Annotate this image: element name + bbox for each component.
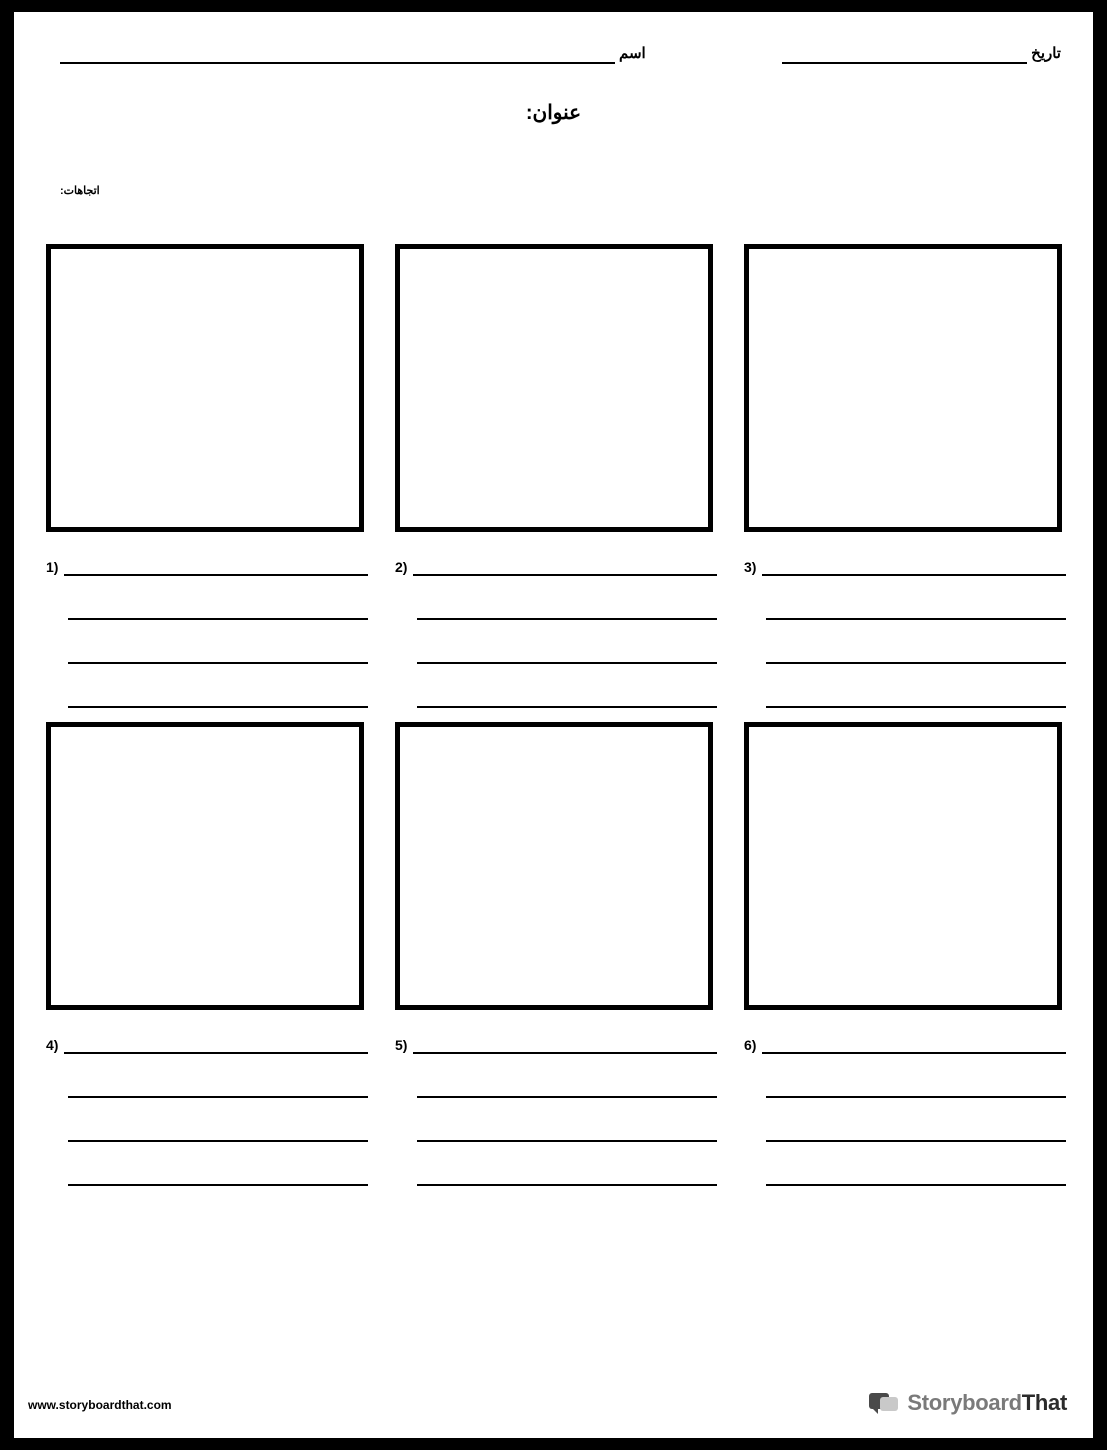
storyboard-cell [395,244,717,708]
write-line[interactable] [417,1164,717,1186]
answer-first-line[interactable] [46,1032,368,1054]
drawing-panel[interactable] [46,244,364,532]
drawing-panel[interactable] [744,244,1062,532]
name-input-line[interactable] [60,42,615,64]
panel-number: 1) [46,559,59,575]
answer-block [744,1032,1066,1186]
write-line[interactable] [417,598,717,620]
panel-number: 6) [744,1037,757,1053]
answer-block [395,1032,717,1186]
write-line[interactable] [413,1032,717,1054]
storyboard-cell [744,244,1066,708]
write-line[interactable] [64,554,368,576]
page-title: عنوان: [525,102,582,124]
storyboard-row [46,722,1066,1186]
write-line[interactable] [68,1164,368,1186]
answer-block [395,554,717,708]
write-line[interactable] [766,1120,1066,1142]
write-line[interactable] [417,1120,717,1142]
write-line[interactable] [68,686,368,708]
drawing-panel[interactable] [744,722,1062,1010]
storyboard-cell [744,722,1066,1186]
date-input-line[interactable] [782,42,1027,64]
write-line[interactable] [762,1032,1066,1054]
brand-name-second: That [1021,1390,1067,1415]
write-line[interactable] [64,1032,368,1054]
date-field[interactable] [782,42,1065,64]
write-line[interactable] [68,598,368,620]
brand-name [907,1390,1067,1416]
storyboard-cell [395,722,717,1186]
directions-label: اتجاهات: [60,185,100,197]
storyboard-row [46,244,1066,708]
answer-block [744,554,1066,708]
name-label: اسم [619,45,646,62]
answer-first-line[interactable] [744,554,1066,576]
write-line[interactable] [762,554,1066,576]
write-line[interactable] [766,686,1066,708]
drawing-panel[interactable] [395,244,713,532]
answer-first-line[interactable] [395,1032,717,1054]
write-line[interactable] [68,1076,368,1098]
storyboard-cell [46,244,368,708]
worksheet-page [14,12,1093,1438]
site-url[interactable]: www.storyboardthat.com [28,1398,172,1412]
storyboard-grid [46,244,1066,1200]
footer [14,1376,1093,1416]
name-field[interactable] [60,42,650,64]
answer-block [46,1032,368,1186]
write-line[interactable] [417,1076,717,1098]
speech-bubble-icon [869,1391,899,1415]
write-line[interactable] [766,1076,1066,1098]
panel-number: 2) [395,559,408,575]
panel-number: 3) [744,559,757,575]
panel-number: 5) [395,1037,408,1053]
drawing-panel[interactable] [46,722,364,1010]
answer-first-line[interactable] [395,554,717,576]
write-line[interactable] [68,1120,368,1142]
write-line[interactable] [766,598,1066,620]
answer-block [46,554,368,708]
answer-first-line[interactable] [744,1032,1066,1054]
write-line[interactable] [766,1164,1066,1186]
write-line[interactable] [417,642,717,664]
storyboard-cell [46,722,368,1186]
write-line[interactable] [417,686,717,708]
brand-logo[interactable] [869,1390,1067,1416]
brand-name-first: Storyboard [907,1390,1022,1415]
panel-number: 4) [46,1037,59,1053]
drawing-panel[interactable] [395,722,713,1010]
date-label: تاريخ [1031,45,1061,62]
write-line[interactable] [68,642,368,664]
write-line[interactable] [413,554,717,576]
header-row [14,42,1093,82]
write-line[interactable] [766,642,1066,664]
answer-first-line[interactable] [46,554,368,576]
